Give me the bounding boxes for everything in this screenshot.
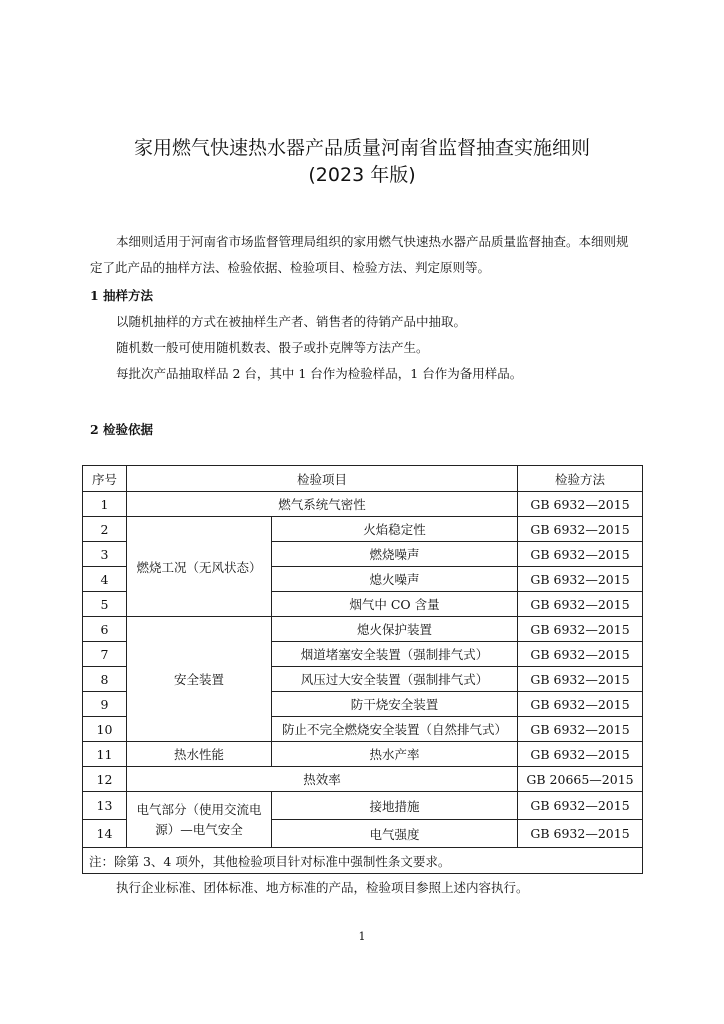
row-no: 11 [83,742,127,767]
row-item: 燃气系统气密性 [127,492,518,517]
header-method: 检验方法 [518,466,643,492]
section-1-heading: 1 抽样方法 [90,288,154,303]
row-no: 9 [83,692,127,717]
table-row [83,742,643,767]
section-1-para-3: 每批次产品抽取样品 2 台，其中 1 台作为检验样品，1 台作为备用样品。 [116,366,523,381]
row-method: GB 6932—2015 [518,717,643,742]
header-no: 序号 [83,466,127,492]
row-method: GB 6932—2015 [518,692,643,717]
row-method: GB 6932—2015 [518,567,643,592]
row-item: 防干烧安全装置 [272,692,518,717]
row-method: GB 6932—2015 [518,642,643,667]
document-title: 家用燃气快速热水器产品质量河南省监督抽查实施细则 [133,137,590,159]
table-row [83,517,643,542]
row-no: 8 [83,667,127,692]
row-item: 热水产率 [272,742,518,767]
row-item: 熄火保护装置 [272,617,518,642]
row-item: 烟道堵塞安全装置（强制排气式） [272,642,518,667]
section-2-heading: 2 检验依据 [90,422,154,437]
table-row [83,792,643,820]
row-no: 14 [83,820,127,848]
row-item: 防止不完全燃烧安全装置（自然排气式） [272,717,518,742]
row-item: 电气强度 [272,820,518,848]
row-no: 7 [83,642,127,667]
group-hot-water: 热水性能 [127,742,272,767]
table-row [83,767,643,792]
document-subtitle: (2023 年版) [308,164,416,186]
intro-line-2: 定了此产品的抽样方法、检验依据、检验项目、检验方法、判定原则等。 [90,260,491,275]
intro-line-1: 本细则适用于河南省市场监督管理局组织的家用燃气快速热水器产品质量监督抽查。本细则规 [116,234,629,249]
group-combustion: 燃烧工况（无风状态） [127,517,272,617]
row-item: 燃烧噪声 [272,542,518,567]
row-method: GB 6932—2015 [518,742,643,767]
inspection-table [82,465,643,874]
header-item: 检验项目 [127,466,518,492]
row-item: 烟气中 CO 含量 [272,592,518,617]
row-item: 火焰稳定性 [272,517,518,542]
group-safety: 安全装置 [127,617,272,742]
row-no: 13 [83,792,127,820]
table-row [83,617,643,642]
row-method: GB 6932—2015 [518,820,643,848]
group-electrical-line-2: 源）—电气安全 [155,821,243,837]
table-note-row [83,848,643,874]
row-item: 风压过大安全装置（强制排气式） [272,667,518,692]
row-no: 3 [83,542,127,567]
row-method: GB 6932—2015 [518,492,643,517]
row-method: GB 6932—2015 [518,542,643,567]
row-method: GB 6932—2015 [518,592,643,617]
row-no: 2 [83,517,127,542]
row-method: GB 6932—2015 [518,617,643,642]
table-header-row [83,466,643,492]
footer-paragraph: 执行企业标准、团体标准、地方标准的产品，检验项目参照上述内容执行。 [116,880,529,895]
row-method: GB 6932—2015 [518,667,643,692]
group-electrical-line-1: 电气部分（使用交流电 [136,801,262,817]
row-no: 12 [83,767,127,792]
row-method: GB 20665—2015 [518,767,643,792]
row-item: 接地措施 [272,792,518,820]
group-electrical [127,792,272,848]
table-note: 注：除第 3、4 项外，其他检验项目针对标准中强制性条文要求。 [83,848,643,874]
section-1-para-2: 随机数一般可使用随机数表、骰子或扑克牌等方法产生。 [116,340,429,355]
row-item: 熄火噪声 [272,567,518,592]
row-no: 1 [83,492,127,517]
table-row [83,492,643,517]
row-item: 热效率 [127,767,518,792]
row-no: 5 [83,592,127,617]
row-no: 6 [83,617,127,642]
page-number: 1 [358,930,366,943]
row-method: GB 6932—2015 [518,792,643,820]
row-method: GB 6932—2015 [518,517,643,542]
row-no: 4 [83,567,127,592]
row-no: 10 [83,717,127,742]
section-1-para-1: 以随机抽样的方式在被抽样生产者、销售者的待销产品中抽取。 [116,314,467,329]
